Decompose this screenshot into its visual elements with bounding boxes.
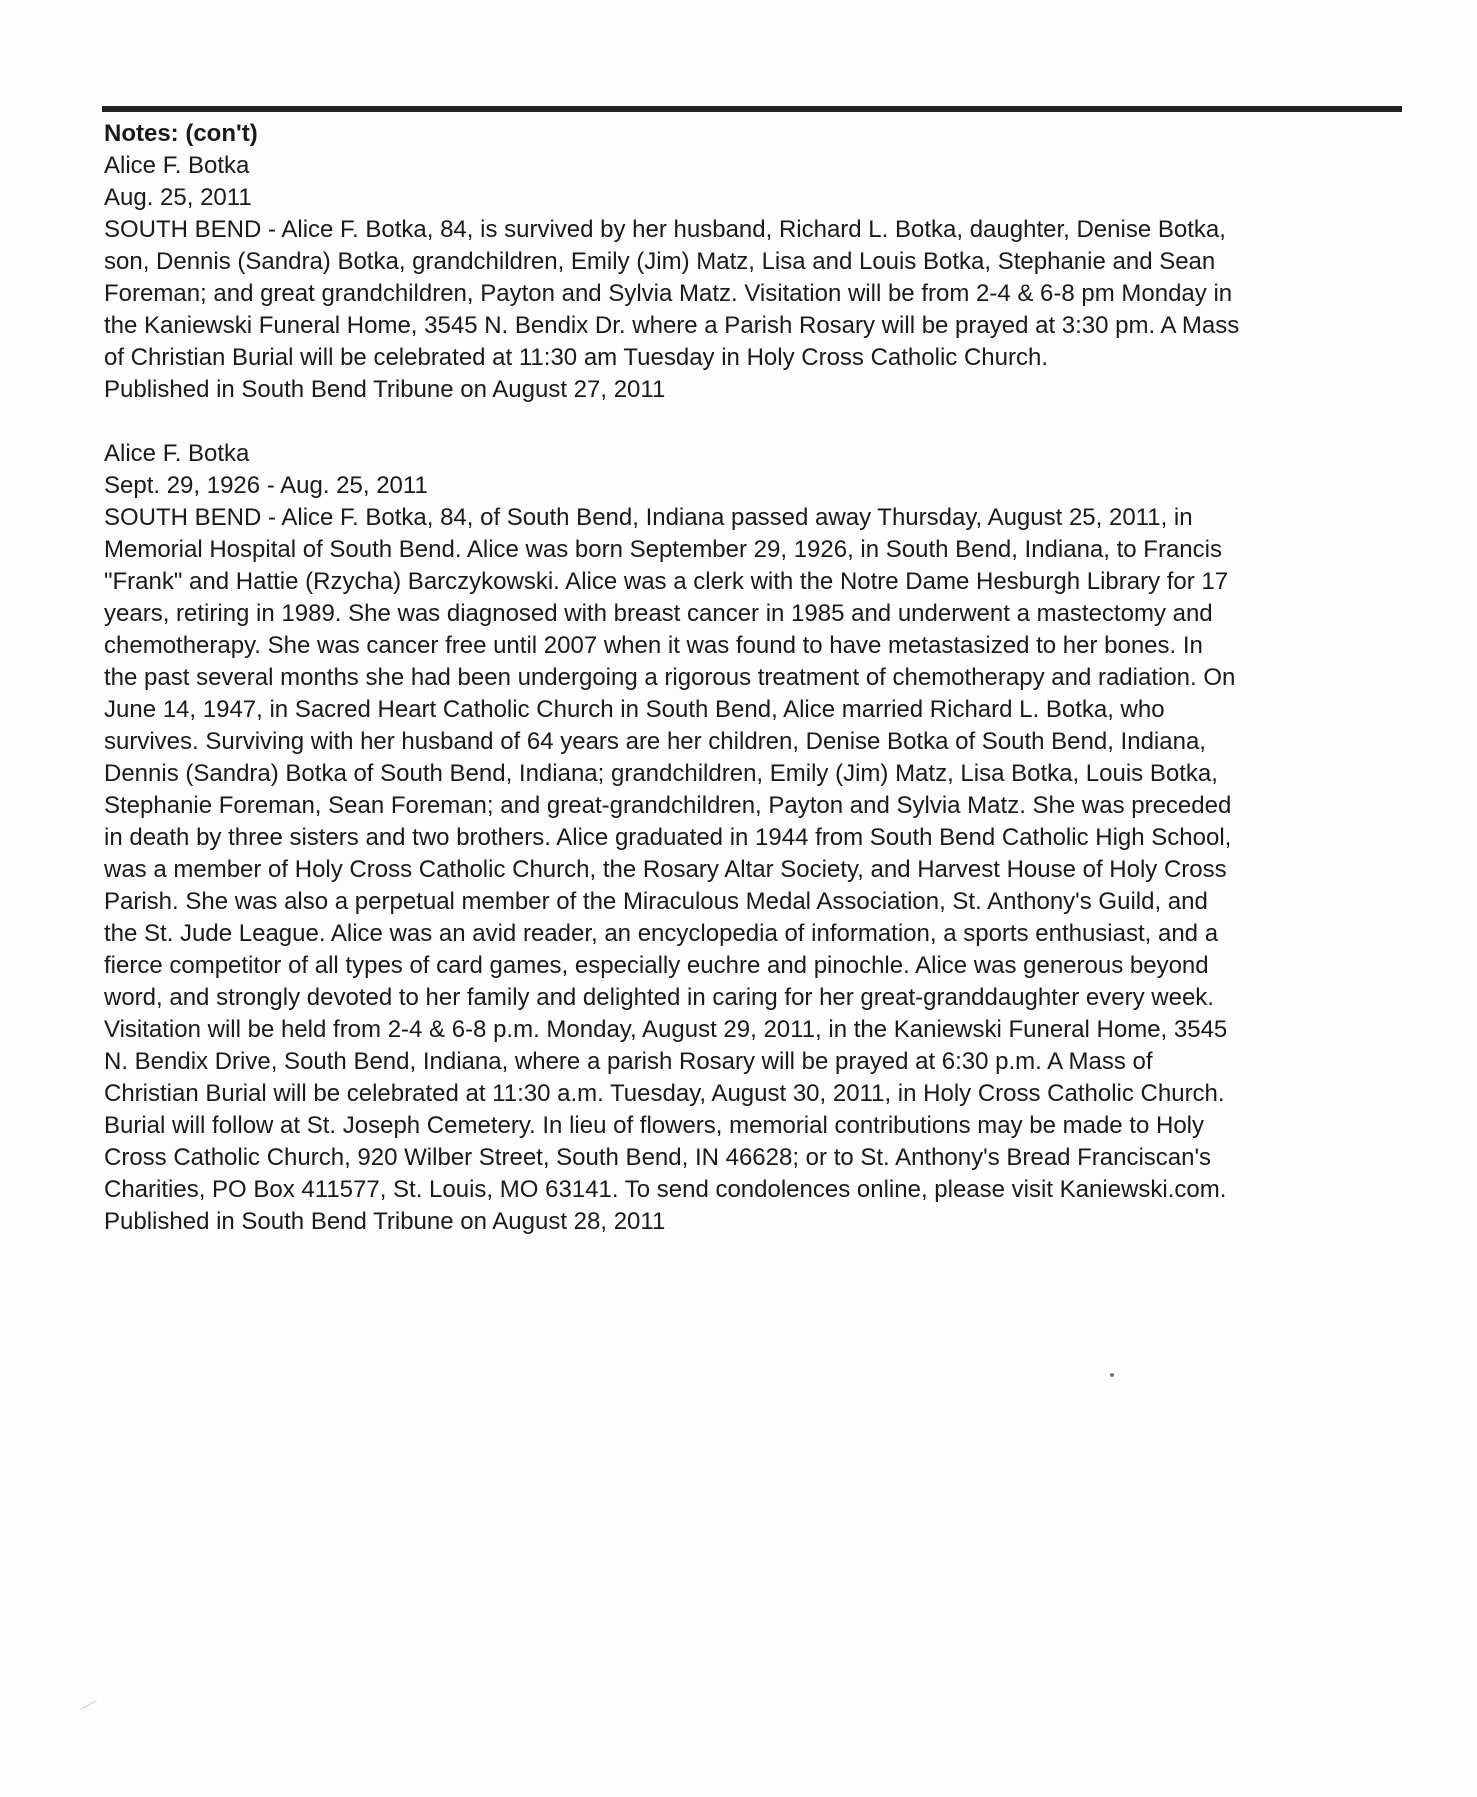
obituary-2-line: "Frank" and Hattie (Rzycha) Barczykowski. Alice was a clerk with the Notre Dame Hesburgh Library for 17	[104, 568, 1229, 595]
obituary-2-line: Cross Catholic Church, 920 Wilber Street, South Bend, IN 46628; or to St. Anthony's Bread Franciscan's	[104, 1144, 1212, 1171]
obituary-2	[104, 438, 1404, 1238]
obituary-2-line: chemotherapy. She was cancer free until 2007 when it was found to have metastasized to her bones. In	[104, 632, 1203, 659]
scan-mark	[80, 1700, 101, 1718]
obituary-2-line: Stephanie Foreman, Sean Foreman; and great-grandchildren, Payton and Sylvia Matz. She was preceded	[104, 792, 1232, 819]
obituary-1-line: of Christian Burial will be celebrated at 11:30 am Tuesday in Holy Cross Catholic Church.	[104, 344, 1048, 371]
obituary-2-line: Parish. She was also a perpetual member of the Miraculous Medal Association, St. Anthony's Guild, and	[104, 888, 1208, 915]
obituary-2-line: was a member of Holy Cross Catholic Church, the Rosary Altar Society, and Harvest House of Holy Cross	[104, 856, 1227, 883]
obituary-2-line: the past several months she had been undergoing a rigorous treatment of chemotherapy and radiation. On	[104, 664, 1236, 691]
obituary-1-date: Aug. 25, 2011	[104, 184, 252, 211]
obituary-2-line: June 14, 1947, in Sacred Heart Catholic Church in South Bend, Alice married Richard L. Botka, who	[104, 696, 1165, 723]
obituary-1-line: Foreman; and great grandchildren, Payton and Sylvia Matz. Visitation will be from 2-4 & 6-8 pm Monday in	[104, 280, 1233, 307]
obituary-2-line: survives. Surviving with her husband of 64 years are her children, Denise Botka of South Bend, Indiana,	[104, 728, 1206, 755]
obituary-2-line: Christian Burial will be celebrated at 11:30 a.m. Tuesday, August 30, 2011, in Holy Cross Catholic Church.	[104, 1080, 1225, 1107]
obituary-2-line: Dennis (Sandra) Botka of South Bend, Indiana; grandchildren, Emily (Jim) Matz, Lisa Botka, Louis Botka,	[104, 760, 1218, 787]
obituary-2-line: word, and strongly devoted to her family and delighted in caring for her great-granddaughter every week.	[104, 984, 1214, 1011]
obituary-1-line: the Kaniewski Funeral Home, 3545 N. Bendix Dr. where a Parish Rosary will be prayed at 3:30 pm. A Mass	[104, 312, 1240, 339]
obituary-2-line: Visitation will be held from 2-4 & 6-8 p.m. Monday, August 29, 2011, in the Kaniewski Funeral Home, 3545	[104, 1016, 1228, 1043]
obituary-2-line: fierce competitor of all types of card games, especially euchre and pinochle. Alice was generous beyond	[104, 952, 1209, 979]
obituary-2-line: SOUTH BEND - Alice F. Botka, 84, of South Bend, Indiana passed away Thursday, August 25, 2011, in	[104, 504, 1193, 531]
notes-heading: Notes: (con't)	[104, 120, 258, 147]
notes-content	[104, 118, 1404, 1238]
obituary-1-name: Alice F. Botka	[104, 152, 250, 179]
obituary-2-line: in death by three sisters and two brothers. Alice graduated in 1944 from South Bend Catholic High School,	[104, 824, 1232, 851]
scan-speck	[1110, 1373, 1114, 1377]
obituary-2-name: Alice F. Botka	[104, 440, 250, 467]
obituary-1-publication: Published in South Bend Tribune on August 27, 2011	[104, 376, 666, 403]
obituary-2-line: Burial will follow at St. Joseph Cemetery. In lieu of flowers, memorial contributions may be made to Holy	[104, 1112, 1205, 1139]
paragraph-gap	[104, 406, 1404, 438]
obituary-1-line: SOUTH BEND - Alice F. Botka, 84, is survived by her husband, Richard L. Botka, daughter, Denise Botka,	[104, 216, 1226, 243]
obituary-2-line: years, retiring in 1989. She was diagnosed with breast cancer in 1985 and underwent a mastectomy and	[104, 600, 1213, 627]
obituary-2-line: N. Bendix Drive, South Bend, Indiana, where a parish Rosary will be prayed at 6:30 p.m. A Mass of	[104, 1048, 1153, 1075]
top-rule	[102, 106, 1402, 112]
obituary-2-line: Charities, PO Box 411577, St. Louis, MO 63141. To send condolences online, please visit Kaniewski.com.	[104, 1176, 1227, 1203]
obituary-1	[104, 150, 1404, 406]
obituary-1-line: son, Dennis (Sandra) Botka, grandchildren, Emily (Jim) Matz, Lisa and Louis Botka, Stephanie and Sean	[104, 248, 1216, 275]
obituary-2-dates: Sept. 29, 1926 - Aug. 25, 2011	[104, 472, 428, 499]
obituary-2-line: Memorial Hospital of South Bend. Alice was born September 29, 1926, in South Bend, Indiana, to Francis	[104, 536, 1222, 563]
obituary-2-line: the St. Jude League. Alice was an avid reader, an encyclopedia of information, a sports enthusiast, and a	[104, 920, 1219, 947]
obituary-2-publication: Published in South Bend Tribune on August 28, 2011	[104, 1208, 666, 1235]
